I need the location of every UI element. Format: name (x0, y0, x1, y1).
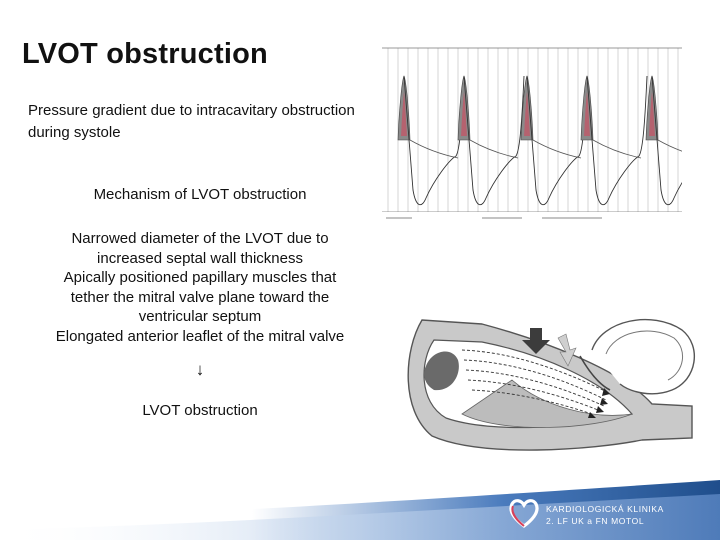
down-arrow-icon: ↓ (195, 360, 205, 379)
logo-line-1: KARDIOLOGICKÁ KLINIKA (546, 504, 664, 514)
logo-line-2: 2. LF UK a FN MOTOL (546, 516, 645, 526)
result-text: LVOT obstruction (142, 402, 258, 419)
mechanism-title: Mechanism of LVOT obstruction (93, 186, 307, 203)
mechanism-line: Apically positioned papillary muscles that (63, 269, 337, 286)
mechanism-line: increased septal wall thickness (97, 249, 303, 267)
mechanism-line: Elongated anterior leaflet of the mitral valve (55, 327, 345, 345)
mechanism-line: Narrowed diameter of the LVOT due to (71, 230, 329, 247)
mechanism-list (20, 229, 380, 346)
heart-cross-section-icon (392, 310, 710, 458)
clinic-logo-text (546, 503, 664, 527)
pressure-waveform-icon (382, 40, 682, 226)
clinic-logo-icon (508, 497, 540, 529)
mechanism-line: ventricular septum (138, 308, 262, 325)
mechanism-line: tether the mitral valve plane toward the (70, 288, 330, 306)
slide-title: LVOT obstruction (22, 38, 268, 70)
intro-text: Pressure gradient due to intracavitary obstruction during systole (28, 102, 355, 141)
